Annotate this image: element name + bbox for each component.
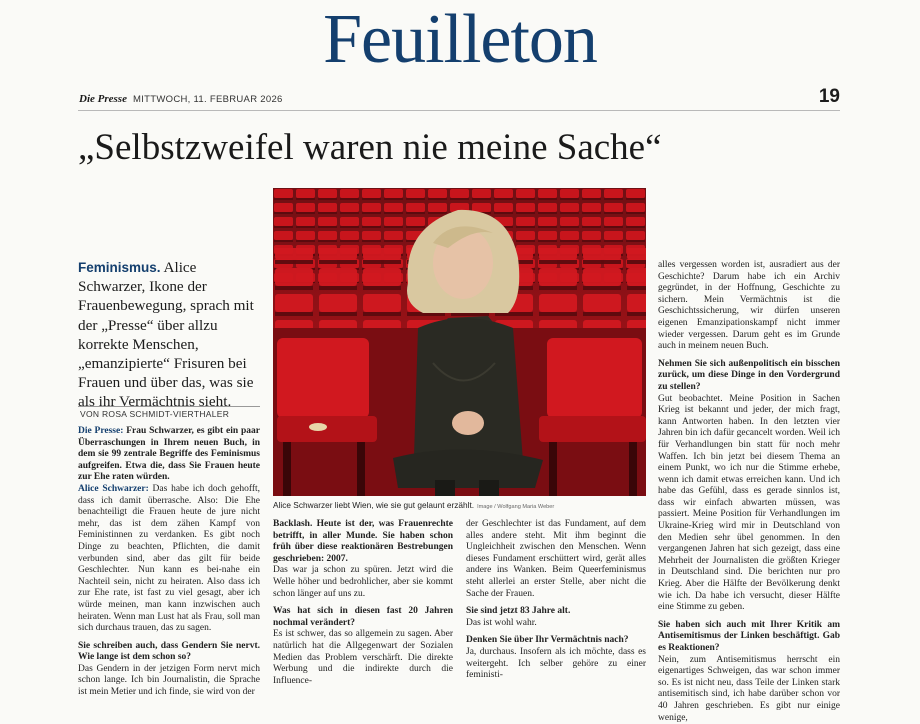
question-text: Nehmen Sie sich außenpolitisch ein bisschen zurück, um diese Dinge in den Vordergrund zu stellen?	[658, 358, 840, 392]
byline: VON ROSA SCHMIDT-VIERTHALER	[80, 409, 230, 419]
question-text: Sie sind jetzt 83 Jahre alt.	[466, 606, 571, 617]
question-text: Backlash. Heute ist der, was Frauenrechte betrifft, in aller Munde. Sie haben schon früh über diese reaktionären Bestrebungen geschrieben: 2007.	[273, 519, 453, 564]
question-text: Frau Schwarzer, es gibt ein paar Überraschungen in Ihrem neuen Buch, in dem sie 99 zentrale Begriffe des Feminismus aufgreifen. Etwa die, dass Sie Frauen heute zur Ehe raten würden.	[78, 426, 260, 483]
speaker-interviewer: Die Presse:	[78, 426, 124, 436]
answer-text: der Geschlechter ist das Fundament, auf dem alles andere steht. Mit ihm beginnt die Ungleichheit zwischen den Menschen. Wenn dieses Fundament erschüttert wird, gerät alles andere ins Wanken. Beim Queerfeminismus steht allerlei an erster Stelle, aber nicht die Sache der Frauen.	[466, 519, 646, 599]
answer-text: Es ist schwer, das so allgemein zu sagen. Aber natürlich hat die Allgegenwart der Sozialen Medien das Problem verschärft. Die direkte Werbung und die indirekte durch die Influence-	[273, 629, 453, 686]
text-column-2	[273, 519, 453, 687]
speaker-interviewee: Alice Schwarzer:	[78, 483, 149, 494]
photo-caption	[273, 500, 646, 510]
article-headline: „Selbstzweifel waren nie meine Sache“	[78, 127, 662, 168]
lead-text: Alice Schwarzer, Ikone der Frauenbewegung, sprach mit der „Presse“ über allzu korrekte Menschen, „emanzipierte“ Frisuren bei Frauen und über das, was sie als ihr Vermächtnis sieht.	[78, 259, 254, 411]
article-lead	[78, 258, 260, 412]
lead-kicker: Feminismus.	[78, 260, 161, 275]
text-column-3	[466, 519, 646, 682]
dateline: MITTWOCH, 11. FEBRUAR 2026	[133, 94, 283, 105]
answer-text: Nein, zum Antisemitismus herrscht ein eigenartiges Schweigen, das war schon immer so. Es ist nicht neu, dass Teile der Linken stark antisemitisch sind, ich habe darüber schon vor 40 Jahren geschrieben. Es gibt nur einige wenige,	[658, 654, 840, 723]
answer-text: Das ist wohl wahr.	[466, 617, 537, 628]
newspaper-logo: Die Presse	[79, 93, 127, 105]
question-text: Was hat sich in diesen fast 20 Jahren nochmal verändert?	[273, 606, 453, 628]
answer-text: Das war ja schon zu spüren. Jetzt wird die Welle höher und bedrohlicher, aber sie kommt schon länger auf uns zu.	[273, 565, 453, 599]
question-text: Sie schreiben auch, dass Gendern Sie nervt. Wie lange ist dem schon so?	[78, 640, 260, 663]
answer-text: Gut beobachtet. Meine Position in Sachen Krieg ist bekannt und jeder, der mich fragt, kann Antworten haben. In den letzten vier Jahren bin ich dafür gecancelt worden. Weil ich für Verhandlungen bin statt für noch mehr Waffen. Ich bin jetzt bei diesem Thema an einem Punkt, wo ich nur die Stimme erhebe, wenn ich damit etwas erreichen kann. Und ich habe das Gefühl, dass es gerade sinnlos ist, dass wir einfach abwarten müssen, was passiert. Meine Position für Verhandlungen im Ukraine-Krieg wird mir in Deutschland von den Medien sehr übel genommen. In den vergangenen Jahren hat sich gezeigt, dass eine Mehrheit der Journalisten die größten Krieger in Deutschland sind. Die berichten nur pro Krieg. Aber die Hälfte der Bevölkerung denkt wie ich. Da habe ich versucht, dieser Hälfte eine Stimme zu geben.	[658, 393, 840, 613]
section-masthead: Feuilleton	[323, 1, 597, 78]
answer-text: Das Gendern in der jetzigen Form nervt mich schon lange. Ich bin Journalistin, die Sprache ist mein Metier und ich finde, sie wird von der	[78, 663, 260, 698]
photo-credit: Image / Wolfgang Maria Weber	[477, 504, 555, 510]
text-column-1	[78, 426, 260, 699]
photo-image	[273, 188, 646, 496]
caption-text: Alice Schwarzer liebt Wien, wie sie gut gelaunt erzählt.	[273, 500, 475, 510]
answer-text: Das habe ich doch gehofft, dass ich damit überrasche. Also: Die Ehe benachteiligt die Frauen heute de jure nicht mehr, das ist dem zähen Kampf von Feministinnen zu verdanken. Es gibt noch Dinge zu beachten, Pflichten, die damit verbunden sind, aber das gilt für beide Geschlechter. Nun kann es bei-nahe ein Nachteil sein, nicht zu heiraten. Also dass ich zur Ehe rate, ist fast zu viel gesagt, aber ich würde meinen, man kann inzwischen auch heiraten. Wenn man Lust hat als Frau, soll man sich durchaus trauen, das zu sagen.	[78, 483, 260, 634]
text-column-4	[658, 260, 840, 724]
portrait-photo	[273, 188, 646, 496]
byline-rule	[78, 406, 260, 407]
answer-text: alles vergessen worden ist, ausradiert aus der Geschichte? Darum habe ich ein Archiv gegründet, in der Hoffnung, Geschichte zu sichern. Mein Vermächtnis ist die Geschichtssicherung, wir dürfen unseren eigenen Emanzipationskampf nicht immer wieder vergessen. Darum geht es im Grunde auch in meinem neuen Buch.	[658, 260, 840, 352]
question-text: Denken Sie über Ihr Vermächtnis nach?	[466, 635, 629, 646]
answer-text: Ja, durchaus. Insofern als ich möchte, dass es weitergeht. Ich selber gehöre zu einer feministi-	[466, 646, 646, 681]
page-number: 19	[818, 86, 840, 107]
question-text: Sie haben sich auch mit Ihrer Kritik am Antisemitismus der Linken beschäftigt. Gab es Reaktionen?	[658, 619, 840, 653]
